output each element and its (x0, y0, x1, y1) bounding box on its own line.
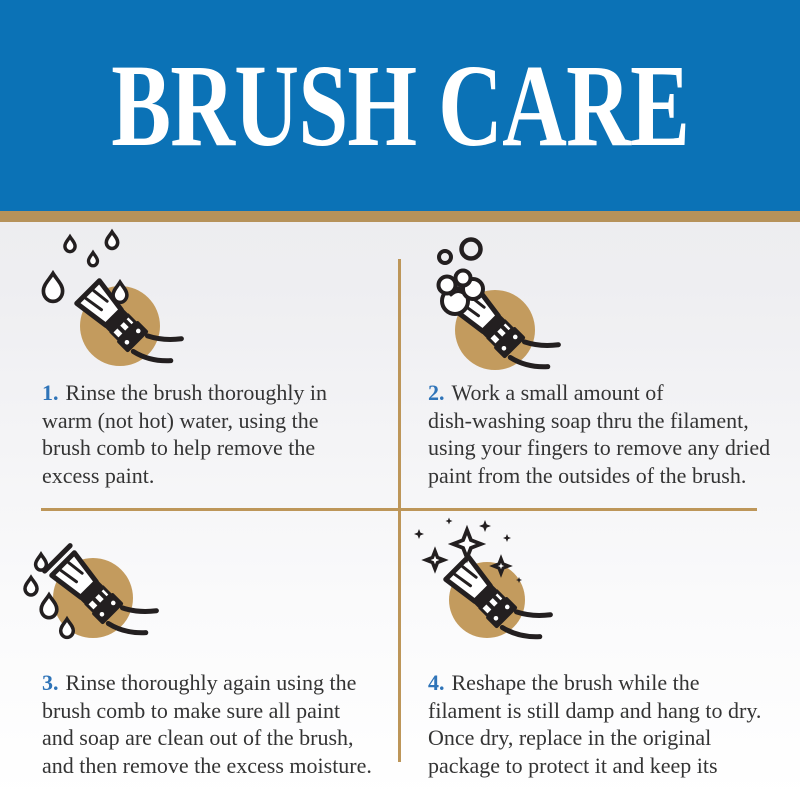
page-title: BRUSH CARE (111, 39, 689, 171)
header-banner (0, 0, 800, 211)
step-3-text (42, 669, 372, 779)
step-2-number: 2. (428, 380, 445, 405)
step-1-lines: Rinse the brush thoroughly in warm (not hot) water, using the brush comb to help remove the excess paint. (42, 380, 328, 488)
brush-clean-sparkles-icon (405, 516, 595, 671)
brush-dripping-drops-icon (15, 522, 205, 672)
gold-stripe (0, 211, 800, 222)
divider-vertical (398, 259, 401, 762)
step-4-text (428, 669, 761, 779)
brush-soap-suds-icon (405, 235, 595, 385)
step-1-number: 1. (42, 380, 59, 405)
step-4-lines: Reshape the brush while the filament is still damp and hang to dry. Once dry, replace in the original package to protect it and keep its (428, 670, 762, 778)
step-3-number: 3. (42, 670, 59, 695)
step-2-lines: Work a small amount of dish-washing soap thru the filament, using your fingers to remove any dried paint from the outsides of the brush. (428, 380, 771, 488)
brush-rinse-water-drops-icon (20, 228, 210, 388)
step-2-text (428, 379, 770, 489)
step-1-text (42, 379, 327, 489)
step-3-lines: Rinse thoroughly again using the brush comb to make sure all paint and soap are clean out of the brush, and then remove the excess moisture. (42, 670, 372, 778)
step-4-number: 4. (428, 670, 445, 695)
